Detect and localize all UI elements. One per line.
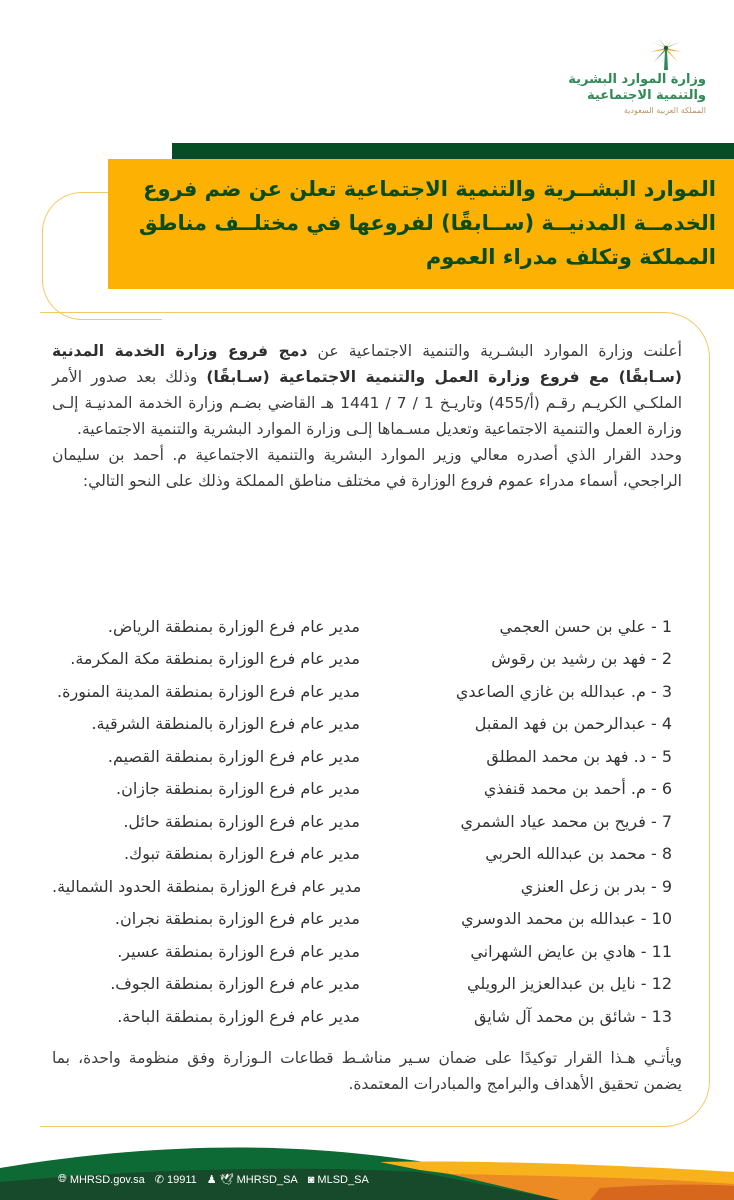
appointee-name: 1 - علي بن حسن العجمي bbox=[499, 616, 672, 636]
instagram-link[interactable] bbox=[308, 1174, 369, 1186]
appointee-name: 10 - عبدالله بن محمد الدوسري bbox=[461, 909, 672, 929]
appointee-role: مدير عام فرع الوزارة بمنطقة عسير. bbox=[117, 941, 360, 961]
list-item bbox=[52, 903, 672, 936]
twitter-icon: 🕊︎ bbox=[219, 1174, 234, 1186]
logo-subtitle: المملكة العربية السعودية bbox=[623, 106, 706, 115]
appointee-role: مدير عام فرع الوزارة بمنطقة مكة المكرمة. bbox=[70, 649, 360, 669]
list-item bbox=[52, 838, 672, 871]
appointee-name: 4 - عبدالرحمن بن فهد المقبل bbox=[474, 714, 672, 734]
headline-line: المملكة وتكلف مدراء العموم bbox=[425, 245, 716, 269]
appointee-role: مدير عام فرع الوزارة بمنطقة جازان. bbox=[116, 779, 360, 799]
intro-bold-text: دمج فروع وزارة الخدمة المدنية (سـابقًا) مع فروع وزارة العمل والتنمية الاجتماعية (سـابقًا) bbox=[52, 342, 683, 386]
appointee-role: مدير عام فرع الوزارة بمنطقة القصيم. bbox=[107, 746, 360, 766]
appointee-role: مدير عام فرع الوزارة بمنطقة الحدود الشمالية. bbox=[52, 876, 362, 896]
footer-wave-graphic bbox=[0, 1138, 734, 1200]
logo-title-line2: والتنمية الاجتماعية bbox=[587, 88, 706, 103]
intro-paragraph-2: وحدد القرار الذي أصدره معالي وزير الموارد البشرية والتنمية الاجتماعية م. أحمد بن سليمان الراجحي، أسماء مدراء عموم فروع الوزارة في مختلف مناطق المملكة وذلك على النحو التالي: bbox=[52, 446, 682, 490]
appointee-name: 9 - بدر بن زعل العنزي bbox=[520, 876, 672, 896]
appointee-role: مدير عام فرع الوزارة بمنطقة تبوك. bbox=[123, 844, 360, 864]
intro-text-part: وذلك بعد صدور الأمر الملكـي الكريـم رقـم (أ/455) وتاريـخ 1 / 7 / 1441 هـ القاضي بضـم وزارة الخدمة المدنيـة إلـى وزارة العمل والتنمية الاجتماعية وتعديل مسـماها إلـى وزارة الموارد البشرية والتنمية الاجتماعية. bbox=[52, 368, 682, 438]
headline-line: الخدمــة المدنيــة (ســابقًا) لفروعها في مختلــف مناطق bbox=[138, 211, 716, 235]
intro-text-part: أعلنت وزارة الموارد البشـرية والتنمية الاجتماعية عن bbox=[307, 342, 682, 360]
list-item bbox=[52, 935, 672, 968]
appointee-role: مدير عام فرع الوزارة بمنطقة نجران. bbox=[114, 909, 360, 929]
snapchat-icon: ♟ bbox=[206, 1174, 217, 1186]
palm-tree-icon bbox=[648, 38, 684, 72]
appointee-name: 2 - فهد بن رشيد بن رقوش bbox=[491, 649, 672, 669]
logo-title-line1: وزارة الموارد البشرية bbox=[568, 72, 706, 87]
instagram-handle-text: MLSD_SA bbox=[317, 1173, 369, 1186]
appointee-name: 12 - نايل بن عبدالعزيز الرويلي bbox=[467, 974, 672, 994]
appointments-list bbox=[52, 610, 672, 1033]
list-item bbox=[52, 643, 672, 676]
list-item bbox=[52, 870, 672, 903]
appointee-name: 5 - د. فهد بن محمد المطلق bbox=[486, 746, 672, 766]
list-item bbox=[52, 708, 672, 741]
appointee-role: مدير عام فرع الوزارة بمنطقة الجوف. bbox=[110, 974, 360, 994]
appointee-name: 13 - شائق بن محمد آل شايق bbox=[473, 1006, 672, 1026]
phone-link[interactable] bbox=[155, 1173, 197, 1186]
social-handle-text: MHRSD_SA bbox=[236, 1173, 298, 1186]
appointee-name: 3 - م. عبدالله بن غازي الصاعدي bbox=[455, 681, 672, 701]
footer-links bbox=[58, 1173, 369, 1186]
list-item bbox=[52, 805, 672, 838]
intro-paragraph-1 bbox=[52, 338, 682, 442]
headline-line: الموارد البشــرية والتنمية الاجتماعية تعلن عن ضم فروع bbox=[143, 177, 716, 201]
social-link[interactable] bbox=[207, 1173, 298, 1186]
footer bbox=[0, 1138, 734, 1200]
appointee-role: مدير عام فرع الوزارة بمنطقة حائل. bbox=[123, 811, 360, 831]
phone-text: 19911 bbox=[167, 1173, 197, 1186]
list-item bbox=[52, 740, 672, 773]
instagram-icon: ◙ bbox=[307, 1173, 315, 1186]
list-item bbox=[52, 610, 672, 643]
list-item bbox=[52, 675, 672, 708]
intro-text bbox=[52, 338, 682, 494]
appointee-role: مدير عام فرع الوزارة بمنطقة الرياض. bbox=[107, 616, 360, 636]
appointee-role: مدير عام فرع الوزارة بمنطقة المدينة المنورة. bbox=[57, 681, 360, 701]
appointee-name: 6 - م. أحمد بن محمد قنفذي bbox=[483, 779, 672, 799]
appointee-name: 8 - محمد بن عبدالله الحربي bbox=[485, 844, 672, 864]
list-item bbox=[52, 773, 672, 806]
ministry-logo bbox=[568, 38, 706, 118]
appointee-name: 11 - هادي بن عايض الشهراني bbox=[470, 941, 672, 961]
website-link[interactable] bbox=[58, 1173, 145, 1186]
phone-icon: ✆ bbox=[154, 1174, 165, 1186]
website-text: MHRSD.gov.sa bbox=[69, 1173, 145, 1186]
list-item bbox=[52, 968, 672, 1001]
header-green-band bbox=[172, 143, 734, 159]
globe-icon: 🌐︎ bbox=[58, 1173, 67, 1185]
closing-paragraph: ويأتـي هـذا القرار توكيدًا على ضمان سـير مناشـط قطاعات الـوزارة وفق منظومة واحدة، بما يضمن تحقيق الأهداف والبرامج والمبادرات المعتمدة. bbox=[52, 1049, 682, 1093]
headline bbox=[116, 172, 716, 274]
appointee-name: 7 - فريح بن محمد عياد الشمري bbox=[460, 811, 672, 831]
appointee-role: مدير عام فرع الوزارة بالمنطقة الشرقية. bbox=[91, 714, 360, 734]
list-item bbox=[52, 1000, 672, 1033]
appointee-role: مدير عام فرع الوزارة بمنطقة الباحة. bbox=[117, 1006, 360, 1026]
